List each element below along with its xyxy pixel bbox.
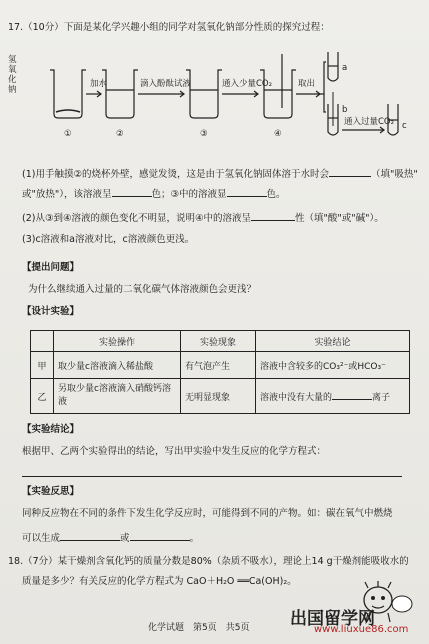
step3-label: ③: [200, 129, 208, 139]
arrow2-label: 滴入酚酞试液: [140, 79, 192, 89]
conclusion-text: 根据甲、乙两个实验得出的结论，写出甲实验中发生反应的化学方程式：: [22, 446, 327, 457]
reflect-line1: 同种反应物在不同的条件下发生化学反应时，可能得到不同的产物。如：碳在氧气中燃烧: [22, 508, 393, 519]
row-id: 甲: [31, 352, 54, 379]
table-row: [31, 352, 410, 379]
watermark-url: www.liuxue86.com: [314, 624, 409, 635]
row-operation: 取少量c溶液滴入稀盐酸: [54, 352, 181, 379]
step4-label: ④: [274, 129, 282, 139]
table-header-id: [31, 331, 54, 352]
reflect-line2: 可以生成 或 。: [22, 530, 199, 545]
q17-s2: (2)从③到④溶液的颜色变化不明显，说明④中的溶液呈 性（填"酸"或"碱"）。: [22, 210, 384, 225]
reagent-label-3: 化: [8, 75, 17, 85]
reflect-heading: 【实验反思】: [22, 486, 80, 497]
arrow3-label: 通入少量CO₂: [222, 79, 273, 89]
q17-s1-line2: 或"放热"），该溶液呈 色；③中的溶液显 色。: [22, 186, 286, 201]
experiment-diagram: [6, 42, 426, 150]
step2-label: ②: [116, 129, 124, 139]
q17-title: 17.（10分）下面是某化学兴趣小组的同学对氢氧化钠部分性质的探究过程：: [8, 22, 330, 33]
answer-blank-6[interactable]: [22, 466, 402, 477]
row-phenomenon: 无明显现象: [181, 379, 256, 414]
reagent-label-1: 氢: [8, 55, 17, 65]
reagent-label-2: 氧: [8, 65, 17, 75]
table-header-phen: 实验现象: [181, 331, 256, 352]
q17-s1-line1: (1)用手触摸②的烧杯外壁，感觉发烫，这是由于氢氧化钠固体溶于水时会 （填"吸热": [22, 166, 418, 181]
table-row: [31, 379, 410, 414]
q17-s3: (3)c溶液和a溶液对比，c溶液颜色更浅。: [22, 234, 195, 245]
answer-blank-3[interactable]: [227, 186, 267, 197]
q18-line2: 质量是多少？有关反应的化学方程式为 CaO＋H₂O ══Ca(OH)₂。: [22, 576, 297, 587]
watermark-title: 出国留学网: [290, 609, 375, 629]
arrow1-label: 加水: [90, 79, 108, 89]
answer-blank-4[interactable]: [251, 210, 295, 221]
reagent-label-4: 钠: [8, 85, 17, 95]
tube-b-label: b: [342, 105, 348, 115]
answer-blank-1[interactable]: [329, 166, 371, 177]
ask-heading: 【提出问题】: [22, 262, 80, 273]
row-phenomenon: 有气泡产生: [181, 352, 256, 379]
row-conclusion: 溶液中含较多的CO₃²⁻或HCO₃⁻: [256, 352, 410, 379]
experiment-table: [30, 330, 410, 414]
tube-a-label: a: [342, 63, 348, 73]
arrow5-label: 通入过量CO₂: [344, 117, 395, 127]
step1-label: ①: [64, 129, 72, 139]
row-conclusion: 溶液中没有大量的 离子: [256, 379, 410, 414]
answer-blank-2[interactable]: [112, 186, 152, 197]
page-footer: 化学试题 第5页 共5页: [148, 623, 250, 633]
answer-blank-7[interactable]: [60, 530, 120, 541]
table-header-concl: 实验结论: [256, 331, 410, 352]
table-header-row: [31, 331, 410, 352]
q18-line1: 18.（7分）某干燥剂含氧化钙的质量分数是80%（杂质不吸水），理论上14 g干燥剂能吸收水的: [8, 556, 409, 567]
ask-text: 为什么继续通入过量的二氧化碳气体溶液颜色会更浅？: [28, 284, 257, 295]
row-id: 乙: [31, 379, 54, 414]
answer-blank-5[interactable]: [332, 389, 372, 400]
conclusion-heading: 【实验结论】: [22, 424, 80, 435]
table-header-op: 实验操作: [54, 331, 181, 352]
answer-blank-8[interactable]: [130, 530, 190, 541]
arrow4-label: 取出: [298, 79, 316, 89]
row-operation: 另取少量c溶液滴入硝酸钙溶液: [54, 379, 181, 414]
conclusion-answer-line: [22, 466, 402, 481]
tube-c-label: c: [402, 121, 407, 131]
design-heading: 【设计实验】: [22, 306, 80, 317]
